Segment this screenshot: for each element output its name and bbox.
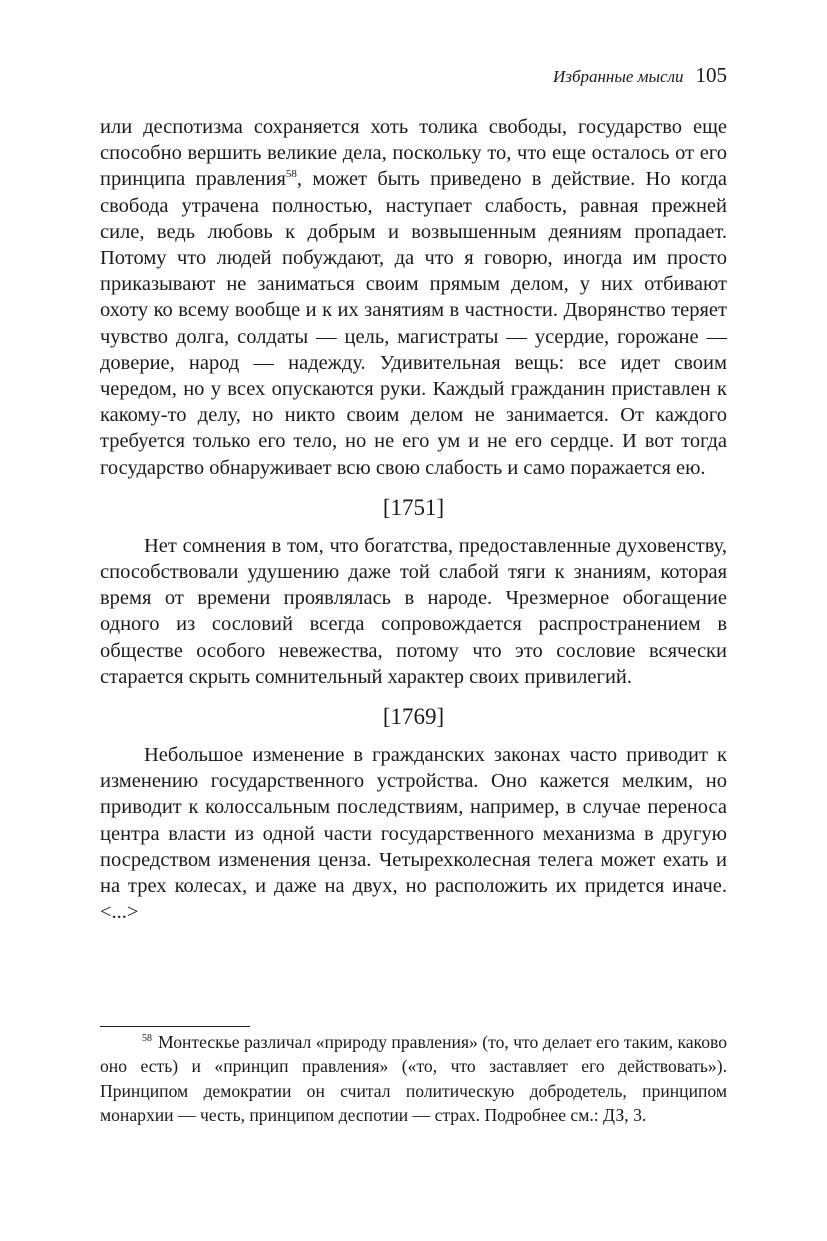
footnote-number: 58 [142,1033,152,1044]
footnote-divider [100,1026,250,1027]
footnote [100,1030,727,1128]
book-page [100,0,727,1241]
running-head-title: Избранные мысли [553,67,684,86]
paragraph-text-part: , может быть приведено в действие. Но когда свобода утрачена полностью, наступает слабость, равная прежней силе, ведь любовь к добрым и возвышенным деяниям пропадает. Потому что людей побуждают, да что я говорю, иногда им просто приказывают не заниматься своим прямым делом, у них отбивают охоту ко всему вообще и к их занятиям в частности. Дворянство теряет чувство долга, солдаты — цель, магистраты — усердие, горожане — доверие, народ — надежду. Удивительная вещь: все идет своим чередом, но у всех опускаются руки. Каждый гражданин приставлен к какому-то делу, но никто своим делом не занимается. От каждого требуется только его тело, но не его ум и не его сердце. И вот тогда государство обнаруживает всю свою слабость и само поражается ею. [100,168,727,479]
main-text [100,114,727,925]
paragraph-text-part: или деспотизма сохраняется хоть толика свободы, государство еще способно вершить великие дела, поскольку то, что еще осталось от его принципа правления [100,116,727,191]
running-head [553,60,727,92]
paragraph-1769: Небольшое изменение в гражданских законах часто приводит к изменению государственного устройства. Оно кажется мелким, но приводит к колоссальным последствиям, например, в случае переноса центра власти из одной части государственного механизма в другую посредством изменения ценза. Четырехколесная телега может ехать и на трех колесах, и даже на двух, но расположить их придется иначе. <...> [100,744,727,924]
paragraph-continued [100,114,727,481]
page-number: 105 [695,63,727,87]
footnote-text: Монтескье различал «природу правления» (то, что делает его таким, каково оно есть) и «принцип правления» («то, что заставляет его действовать»). Принципом демократии он считал политическую добродетель, принципом монархии — честь, принципом деспотии — страх. Подробнее см.: ДЗ, 3. [100,1032,727,1126]
footnote-reference: 58 [285,168,297,181]
paragraph-1751: Нет сомнения в том, что богатства, предоставленные духовенству, способствовали удушению даже той слабой тяги к знаниям, которая время от времени проявлялась в народе. Чрезмерное обогащение одного из сословий всегда сопровождается распространением в обществе особого невежества, потому что это сословие всячески старается скрыть сомнительный характер своих привилегий. [100,534,727,688]
section-heading-1751: [1751] [382,494,445,520]
section-heading-1769: [1769] [382,704,445,730]
